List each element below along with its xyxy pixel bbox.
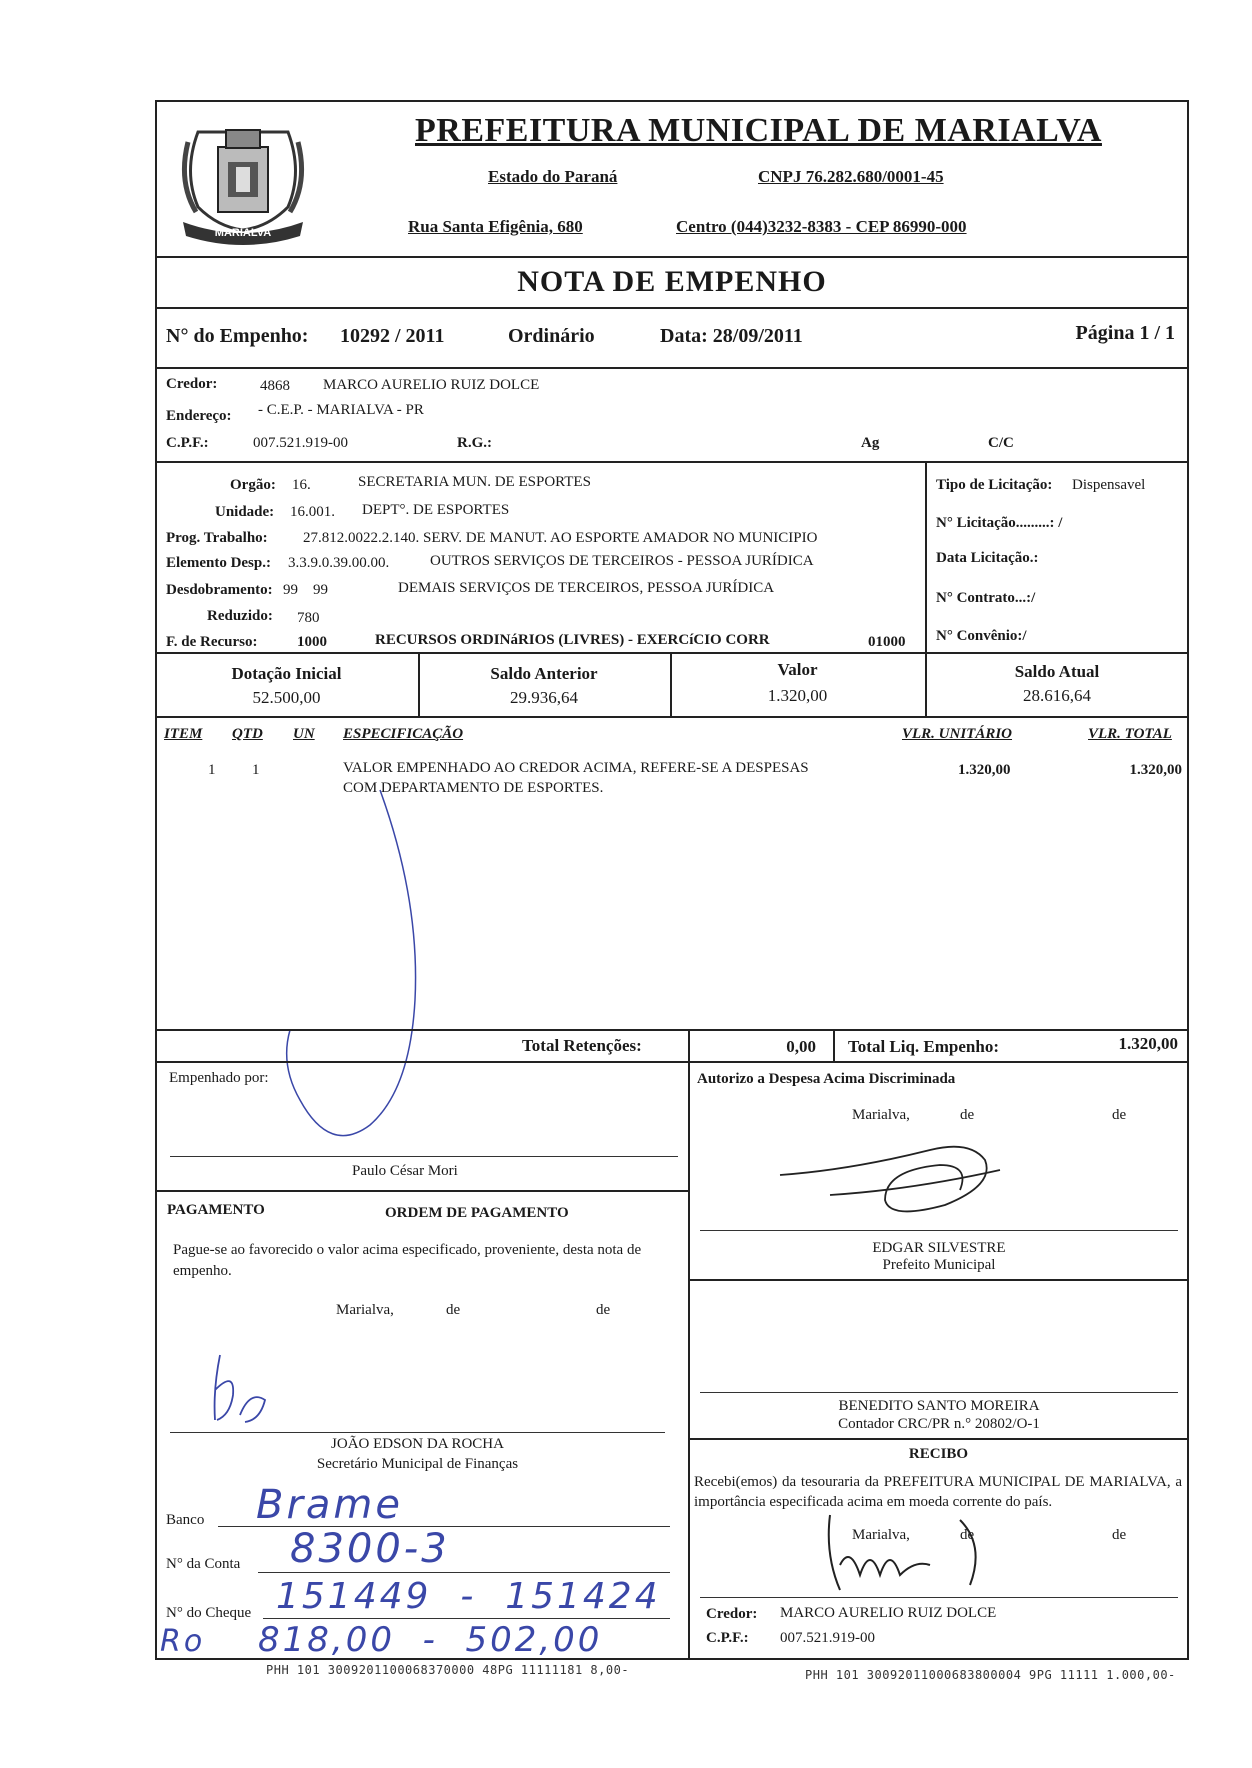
prog-value: 27.812.0022.2.140. SERV. DE MANUT. AO ESPORTE AMADOR NO MUNICIPIO [303,530,818,546]
elemento-name: OUTROS SERVIÇOS DE TERCEIROS - PESSOA JURÍDICA [430,553,814,569]
pagamento-signer: JOÃO EDSON DA ROCHA [331,1436,504,1452]
empenhado-label: Empenhado por: [169,1070,269,1086]
unidade-code: 16.001. [290,504,335,520]
machine-print-right: PHH 101 30092011000683800004 9PG 11111 1.000,00- [805,1668,1176,1682]
licitacao-tipo-value: Dispensavel [1072,477,1146,493]
recibo-place: Marialva, [852,1527,910,1543]
row-spec-line2: COM DEPARTAMENTO DE ESPORTES. [343,780,604,796]
banco-label: Banco [166,1512,205,1528]
divider [925,461,927,653]
column-header-unit-value: VLR. UNITÁRIO [902,726,1013,742]
row-item: 1 [208,762,216,778]
empenho-type: Ordinário [508,325,595,347]
orgao-name: SECRETARIA MUN. DE ESPORTES [358,474,591,490]
divider [155,1061,1189,1063]
reduzido-value: 780 [297,610,320,626]
machine-print-left: PHH 101 3009201100068370000 48PG 11111181 8,00- [266,1663,630,1677]
pagamento-signer-role: Secretário Municipal de Finanças [316,1456,519,1472]
divider [688,1061,690,1660]
divider [833,1029,835,1061]
recibo-de1: de [960,1527,975,1543]
row-total-value: 1.320,00 [1129,762,1182,778]
autorizo-de1: de [960,1107,975,1123]
dotacao-label: Dotação Inicial [231,664,342,683]
signature-line [170,1432,665,1433]
empenho-date: Data: 28/09/2011 [660,325,803,347]
contador-signer: BENEDITO SANTO MOREIRA [838,1398,1040,1414]
desdobramento-label: Desdobramento: [166,582,273,598]
recibo-cpf: 007.521.919-00 [780,1630,875,1646]
recurso-name: RECURSOS ORDINáRIOS (LIVRES) - EXERCíCIO CORR [375,632,770,648]
state-name: Estado do Paraná [488,167,618,186]
rg-label: R.G.: [457,435,492,451]
credor-cpf: 007.521.919-00 [253,435,348,451]
unidade-label: Unidade: [215,504,275,520]
divider [155,1190,688,1192]
divider [155,716,1189,718]
retencoes-value: 0,00 [786,1037,816,1056]
recurso-number: 01000 [868,634,906,650]
district-phone-cep: Centro (044)3232-8383 - CEP 86990-000 [676,217,967,236]
divider [688,1438,1189,1440]
cheque-line [263,1618,670,1619]
crest-banner-text: MARIALVA [214,227,272,239]
elemento-code: 3.3.9.0.39.00.00. [288,555,390,571]
saldo-atual-label: Saldo Atual [1014,662,1100,681]
column-header-qtd: QTD [232,726,263,742]
licitacao-tipo-label: Tipo de Licitação: [936,477,1053,493]
cheque-label: N° do Cheque [166,1605,252,1621]
divider [155,1029,1189,1031]
handwritten-signature-rocha [205,1350,295,1430]
conta-handwritten: 8300-3 [290,1526,450,1572]
pagamento-de1: de [446,1302,461,1318]
cpf-label: C.P.F.: [166,435,209,451]
autorizo-place: Marialva, [852,1107,910,1123]
divider [155,307,1189,309]
contrato-numero: N° Contrato...:/ [936,590,1036,606]
row-unit-value: 1.320,00 [958,762,1011,778]
elemento-label: Elemento Desp.: [166,555,271,571]
divider [688,1279,1189,1281]
contador-role: Contador CRC/PR n.° 20802/O-1 [838,1416,1040,1432]
conta-line [258,1572,670,1573]
page-title: PREFEITURA MUNICIPAL DE MARIALVA [415,112,1102,149]
credor-name: MARCO AURELIO RUIZ DOLCE [323,377,540,393]
pagamento-place: Marialva, [336,1302,394,1318]
orgao-label: Orgão: [230,477,276,493]
unidade-name: DEPT°. DE ESPORTES [362,502,510,518]
address-label: Endereço: [166,408,232,424]
autorizo-de2: de [1112,1107,1127,1123]
payment-amounts-handwritten: 818,00 - 502,00 [258,1620,603,1660]
credor-address: - C.E.P. - MARIALVA - PR [258,402,424,418]
column-header-spec: ESPECIFICAÇÃO [343,726,464,742]
empenho-number: 10292 / 2011 [340,325,445,347]
valor-value: 1.320,00 [767,686,828,705]
recibo-de2: de [1112,1527,1127,1543]
reduzido-label: Reduzido: [207,608,273,624]
valor-label: Valor [777,660,818,679]
autorizo-signer: EDGAR SILVESTRE [872,1240,1006,1256]
desdobramento-name: DEMAIS SERVIÇOS DE TERCEIROS, PESSOA JURÍDICA [398,580,775,596]
divider [155,367,1189,369]
recibo-cpf-label: C.P.F.: [706,1630,749,1646]
banco-handwritten: Brame [256,1482,403,1528]
saldo-anterior-label: Saldo Anterior [490,664,598,683]
row-qtd: 1 [252,762,260,778]
autorizo-signer-role: Prefeito Municipal [882,1257,996,1273]
dotacao-value: 52.500,00 [252,688,321,707]
licitacao-numero: N° Licitação.........: / [936,515,1063,531]
recibo-credor-label: Credor: [706,1606,758,1622]
column-header-item: ITEM [164,726,203,742]
orgao-code: 16. [292,477,311,493]
signature-line [700,1597,1178,1598]
retencoes-label: Total Retenções: [522,1036,642,1055]
payment-prefix-handwritten: Ro [160,1624,206,1659]
liquid-empenho-value: 1.320,00 [1118,1034,1178,1053]
recibo-title: RECIBO [908,1446,969,1462]
recibo-text: Recebi(emos) da tesouraria da PREFEITURA MUNICIPAL DE MARIALVA, a importância especificada acima em moeda corrente do país. [694,1474,1182,1510]
handwritten-signature-silvestre [770,1130,1010,1230]
pagamento-text: Pague-se ao favorecido o valor acima especificado, proveniente, desta nota de empenho. [173,1242,642,1279]
cheque-handwritten: 151449 - 151424 [276,1576,661,1617]
column-header-total-value: VLR. TOTAL [1088,726,1172,742]
liquid-empenho-label: Total Liq. Empenho: [848,1037,999,1056]
signature-line [700,1392,1178,1393]
autorizo-title: Autorizo a Despesa Acima Discriminada [697,1071,956,1087]
ordem-pagamento-title: ORDEM DE PAGAMENTO [385,1205,569,1221]
cnpj: CNPJ 76.282.680/0001-45 [758,167,944,186]
saldo-anterior-value: 29.936,64 [510,688,578,707]
crest-icon [178,112,308,252]
saldo-atual-value: 28.616,64 [1023,686,1091,705]
credor-code: 4868 [260,378,290,394]
divider [155,461,1189,463]
column-header-un: UN [293,726,315,742]
prog-label: Prog. Trabalho: [166,530,268,546]
divider [155,256,1189,258]
ag-label: Ag [861,435,880,451]
divider [155,652,1189,654]
recurso-code: 1000 [297,634,327,650]
conta-label: N° da Conta [166,1556,241,1572]
pen-stroke-mark [270,780,490,1160]
street-address: Rua Santa Efigênia, 680 [408,217,583,236]
document-title: NOTA DE EMPENHO [517,265,827,298]
handwritten-signature-credor [820,1505,1000,1605]
signature-line [700,1230,1178,1231]
recurso-label: F. de Recurso: [166,634,258,650]
credor-label: Credor: [166,376,218,392]
desdobramento-code: 99 99 [283,582,328,598]
recibo-credor-name: MARCO AURELIO RUIZ DOLCE [780,1605,997,1621]
signature-line [170,1156,678,1157]
row-spec-line1: VALOR EMPENHADO AO CREDOR ACIMA, REFERE-SE A DESPESAS [343,760,809,776]
cc-label: C/C [988,435,1014,451]
page-number: Página 1 / 1 [1075,322,1175,344]
licitacao-data: Data Licitação.: [936,550,1039,566]
pagamento-title: PAGAMENTO [167,1202,265,1218]
empenho-number-label: N° do Empenho: [166,325,309,347]
pagamento-de2: de [596,1302,611,1318]
municipal-crest [178,112,308,252]
convenio-numero: N° Convênio:/ [936,628,1027,644]
empenhado-signer: Paulo César Mori [352,1163,458,1179]
